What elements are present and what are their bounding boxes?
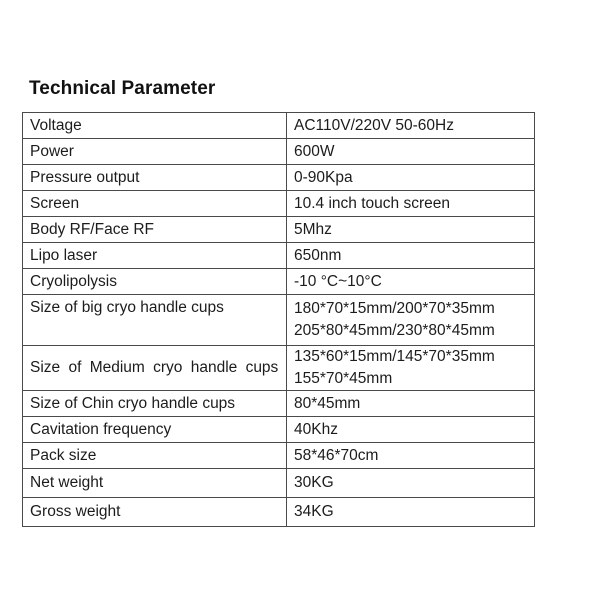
technical-parameter-table (22, 112, 535, 527)
param-label: Lipo laser (23, 243, 287, 269)
param-value: 30KG (287, 469, 535, 498)
param-label: Size of Chin cryo handle cups (23, 391, 287, 417)
table-row-lipo-laser (23, 243, 535, 269)
param-value (287, 346, 535, 391)
param-value: 10.4 inch touch screen (287, 191, 535, 217)
param-label: Cryolipolysis (23, 269, 287, 295)
table-row-body-face-rf (23, 217, 535, 243)
param-value: 34KG (287, 498, 535, 527)
param-label: Size of big cryo handle cups (23, 295, 287, 346)
table-row-voltage (23, 113, 535, 139)
param-label: Screen (23, 191, 287, 217)
param-value: 5Mhz (287, 217, 535, 243)
table-row-gross-weight (23, 498, 535, 527)
table-row-medium-cryo-cups (23, 346, 535, 391)
table-row-power (23, 139, 535, 165)
param-value: 40Khz (287, 417, 535, 443)
param-value-line: 155*70*45mm (294, 370, 393, 387)
param-label: Size of Medium cryo handle cups (23, 346, 287, 391)
table-row-pressure-output (23, 165, 535, 191)
page-title: Technical Parameter (29, 78, 216, 99)
param-label: Pack size (23, 443, 287, 469)
param-value: 650nm (287, 243, 535, 269)
table-row-cavitation-frequency (23, 417, 535, 443)
param-value: 80*45mm (287, 391, 535, 417)
param-value (287, 295, 535, 346)
table-row-screen (23, 191, 535, 217)
table-row-big-cryo-cups (23, 295, 535, 346)
param-label: Net weight (23, 469, 287, 498)
param-value-line: 180*70*15mm/200*70*35mm (294, 300, 495, 317)
param-label: Pressure output (23, 165, 287, 191)
table-row-pack-size (23, 443, 535, 469)
param-label: Gross weight (23, 498, 287, 527)
param-value: -10 °C~10°C (287, 269, 535, 295)
param-value-line: 205*80*45mm/230*80*45mm (294, 322, 495, 339)
param-label: Power (23, 139, 287, 165)
param-label: Cavitation frequency (23, 417, 287, 443)
param-value: 600W (287, 139, 535, 165)
param-value: 0-90Kpa (287, 165, 535, 191)
table-row-net-weight (23, 469, 535, 498)
param-value: 58*46*70cm (287, 443, 535, 469)
param-label: Voltage (23, 113, 287, 139)
param-label: Body RF/Face RF (23, 217, 287, 243)
table-row-cryolipolysis (23, 269, 535, 295)
param-value-line: 135*60*15mm/145*70*35mm (294, 348, 495, 365)
table-row-chin-cryo-cups (23, 391, 535, 417)
param-value: AC110V/220V 50-60Hz (287, 113, 535, 139)
